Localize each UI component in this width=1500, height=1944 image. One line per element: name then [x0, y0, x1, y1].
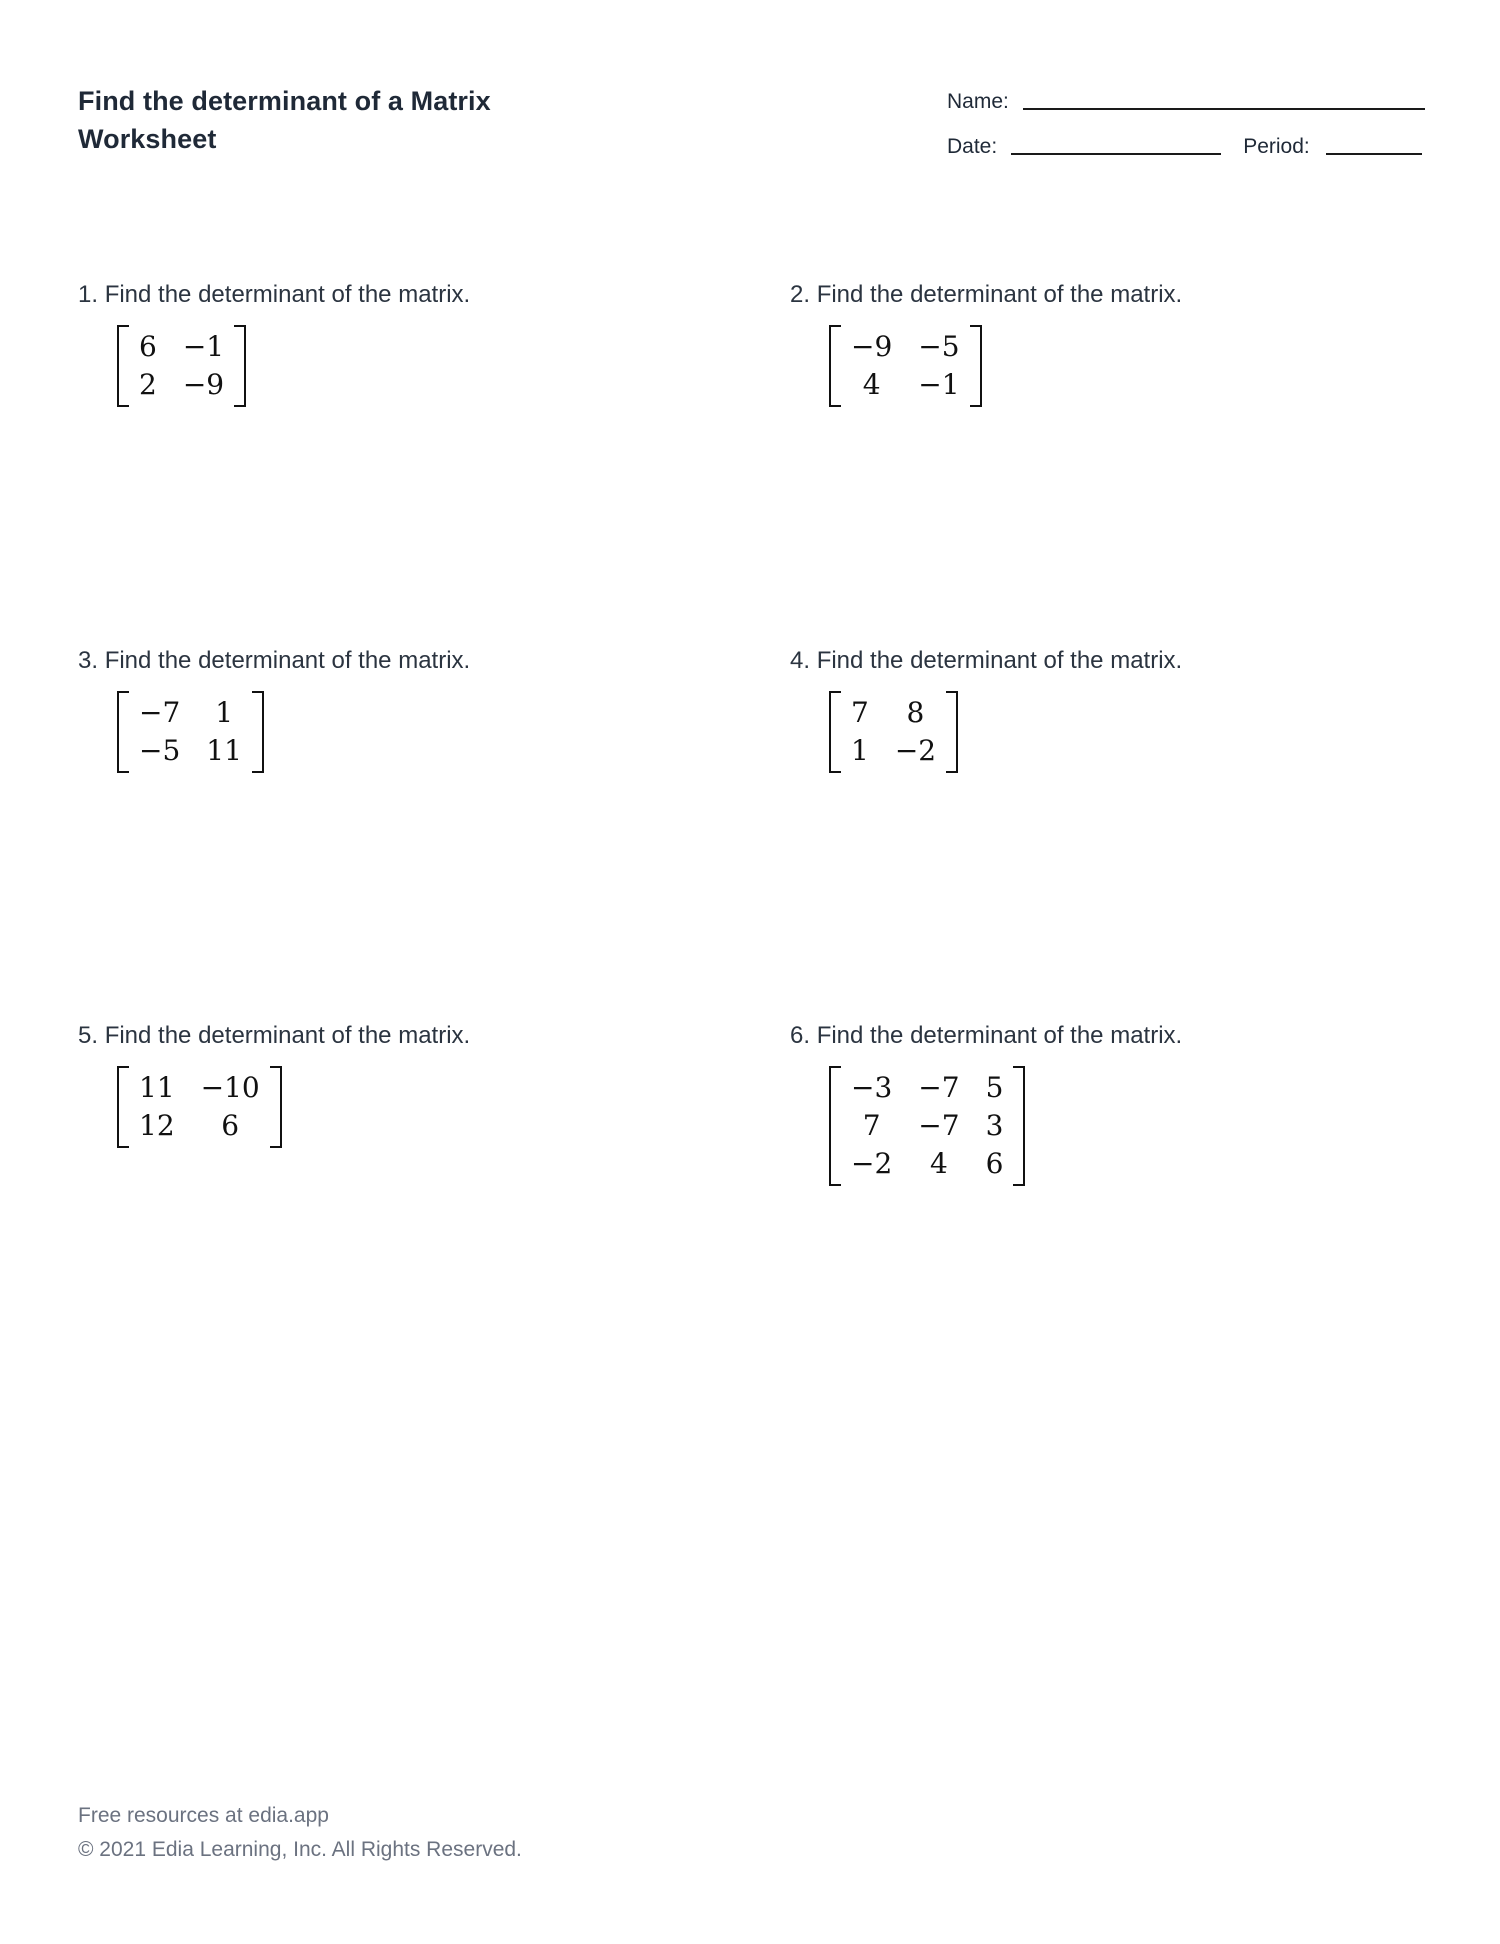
- matrix-cell: 8: [906, 696, 925, 729]
- matrix-cell: 5: [985, 1071, 1004, 1104]
- matrix-cell: −5: [139, 734, 181, 767]
- problem-3-statement: [78, 646, 470, 676]
- problem-6: [790, 1021, 1182, 1191]
- problem-2-prompt: Find the determinant of the matrix.: [816, 281, 1183, 308]
- problem-6-prompt: Find the determinant of the matrix.: [816, 1022, 1183, 1049]
- matrix-cell: 6: [985, 1147, 1004, 1180]
- left-bracket-icon: [117, 1066, 129, 1148]
- problem-1-matrix: [117, 325, 246, 407]
- problem-5: [78, 1021, 470, 1153]
- problem-4-number: 4.: [790, 647, 811, 674]
- name-field-row: [947, 90, 1425, 114]
- matrix-cell: 4: [862, 368, 881, 401]
- left-bracket-icon: [117, 691, 129, 773]
- problem-2-number: 2.: [790, 281, 811, 308]
- problem-1: [78, 280, 470, 412]
- problem-3-prompt: Find the determinant of the matrix.: [104, 647, 471, 674]
- right-bracket-icon: [234, 325, 246, 407]
- date-label: Date:: [947, 135, 998, 158]
- page-footer: [78, 1799, 522, 1867]
- matrix-cell: 11: [206, 734, 242, 767]
- matrix-cell: −7: [918, 1109, 960, 1142]
- matrix-cells: [841, 691, 946, 773]
- name-label: Name:: [947, 90, 1009, 113]
- problem-2-statement: [790, 280, 1182, 310]
- matrix-cell: −2: [894, 734, 937, 767]
- matrix-cell: 1: [851, 734, 869, 767]
- footer-resources-text: Free resources at edia.app: [78, 1804, 329, 1827]
- problem-3-matrix: [117, 691, 264, 773]
- matrix-cell: −7: [139, 696, 181, 729]
- matrix-cell: 7: [851, 696, 869, 729]
- matrix-cells: [129, 325, 234, 407]
- matrix-cell: 3: [985, 1109, 1004, 1142]
- period-blank-line: [1326, 135, 1422, 155]
- problem-4: [790, 646, 1182, 778]
- matrix-cell: 4: [930, 1147, 948, 1180]
- left-bracket-icon: [829, 691, 841, 773]
- matrix-cell: 12: [139, 1109, 175, 1142]
- matrix-cells: [129, 691, 252, 773]
- problem-1-number: 1.: [78, 281, 99, 308]
- problem-2: [790, 280, 1182, 412]
- date-blank-line: [1011, 135, 1221, 155]
- left-bracket-icon: [117, 325, 129, 407]
- matrix-cell: 7: [862, 1109, 881, 1142]
- problem-4-prompt: Find the determinant of the matrix.: [816, 647, 1183, 674]
- worksheet-title: [78, 82, 491, 158]
- problem-4-matrix: [829, 691, 958, 773]
- right-bracket-icon: [252, 691, 264, 773]
- right-bracket-icon: [970, 325, 982, 407]
- matrix-cells: [841, 1066, 1013, 1186]
- problem-5-number: 5.: [78, 1022, 99, 1049]
- problem-5-statement: [78, 1021, 470, 1051]
- matrix-cell: −5: [918, 330, 960, 363]
- problem-2-matrix: [829, 325, 982, 407]
- date-period-field-row: [947, 135, 1422, 159]
- matrix-cell: −7: [918, 1071, 960, 1104]
- right-bracket-icon: [270, 1066, 282, 1148]
- worksheet-title-line1: Find the determinant of a Matrix: [78, 86, 491, 116]
- matrix-cell: −1: [918, 368, 960, 401]
- right-bracket-icon: [946, 691, 958, 773]
- problem-6-statement: [790, 1021, 1182, 1051]
- period-label: Period:: [1243, 135, 1310, 158]
- worksheet-title-line2: Worksheet: [78, 124, 217, 154]
- problem-5-matrix: [117, 1066, 282, 1148]
- matrix-cells: [129, 1066, 270, 1148]
- matrix-cell: −3: [851, 1071, 893, 1104]
- matrix-cell: −2: [851, 1147, 893, 1180]
- matrix-cell: 11: [139, 1071, 175, 1104]
- matrix-cell: −9: [851, 330, 893, 363]
- problem-3: [78, 646, 470, 778]
- matrix-cell: 2: [139, 368, 157, 401]
- problem-5-prompt: Find the determinant of the matrix.: [104, 1022, 471, 1049]
- right-bracket-icon: [1013, 1066, 1025, 1186]
- matrix-cells: [841, 325, 970, 407]
- problem-1-statement: [78, 280, 470, 310]
- problem-6-matrix: [829, 1066, 1025, 1186]
- matrix-cell: 6: [221, 1109, 240, 1142]
- left-bracket-icon: [829, 1066, 841, 1186]
- matrix-cell: −1: [182, 330, 225, 363]
- matrix-cell: 1: [215, 696, 234, 729]
- problem-3-number: 3.: [78, 647, 99, 674]
- left-bracket-icon: [829, 325, 841, 407]
- matrix-cell: 6: [139, 330, 157, 363]
- footer-copyright-text: © 2021 Edia Learning, Inc. All Rights Reserved.: [78, 1838, 522, 1861]
- problem-6-number: 6.: [790, 1022, 811, 1049]
- matrix-cell: −10: [200, 1071, 260, 1104]
- problem-4-statement: [790, 646, 1182, 676]
- problem-1-prompt: Find the determinant of the matrix.: [104, 281, 471, 308]
- matrix-cell: −9: [182, 368, 225, 401]
- name-blank-line: [1023, 90, 1425, 110]
